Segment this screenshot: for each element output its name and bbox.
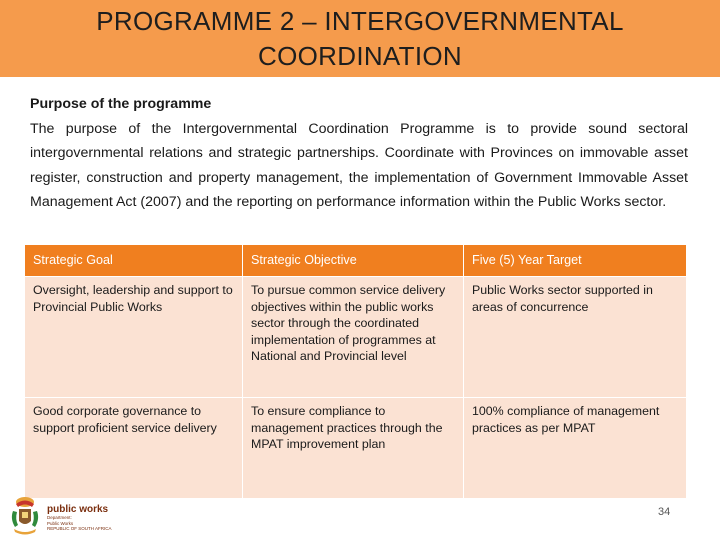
- slide-title: [40, 4, 680, 74]
- title-bar: [0, 0, 720, 77]
- purpose-section: [30, 92, 688, 215]
- table-header-row: [25, 245, 687, 277]
- page-number: 34: [658, 506, 671, 518]
- logo-name: public works: [47, 504, 109, 515]
- header-strategic-goal: Strategic Goal: [25, 245, 243, 277]
- logo-line3: REPUBLIC OF SOUTH AFRICA: [47, 526, 112, 531]
- table-row: [25, 277, 687, 398]
- table-cell: Oversight, leadership and support to Provincial Public Works: [25, 277, 243, 398]
- logo-line2: Public Works: [47, 520, 74, 526]
- logo-text: [47, 504, 112, 532]
- header-strategic-objective: Strategic Objective: [243, 245, 464, 277]
- purpose-heading: Purpose of the programme: [30, 96, 212, 112]
- table-cell: Good corporate governance to support proficient service delivery: [25, 398, 243, 499]
- table-cell: 100% compliance of management practices as per MPAT: [464, 398, 687, 499]
- logo-line1: Department:: [47, 515, 72, 520]
- slide-title-line2: COORDINATION: [258, 40, 462, 71]
- table-cell: Public Works sector supported in areas of concurrence: [464, 277, 687, 398]
- purpose-body: The purpose of the Intergovernmental Coordination Programme is to provide sound sectoral intergovernmental relations and strategic partnerships. Coordinate with Provinces on immovable asset register, construction and property management, the implementation of Government Immovable Asset Management Act (2007) and the reporting on performance information within the Public Works sector.: [30, 120, 688, 210]
- public-works-logo: [6, 494, 130, 538]
- table-cell: To ensure compliance to management practices through the MPAT improvement plan: [243, 398, 464, 499]
- strategic-goals-table: [24, 244, 687, 499]
- coat-of-arms-icon: [8, 495, 42, 537]
- table-row: [25, 398, 687, 499]
- table-cell: To pursue common service delivery objectives within the public works sector through the coordinated implementation of programmes at National and Provincial level: [243, 277, 464, 398]
- header-five-year-target: Five (5) Year Target: [464, 245, 687, 277]
- slide-title-line1: PROGRAMME 2 – INTERGOVERNMENTAL: [96, 5, 624, 36]
